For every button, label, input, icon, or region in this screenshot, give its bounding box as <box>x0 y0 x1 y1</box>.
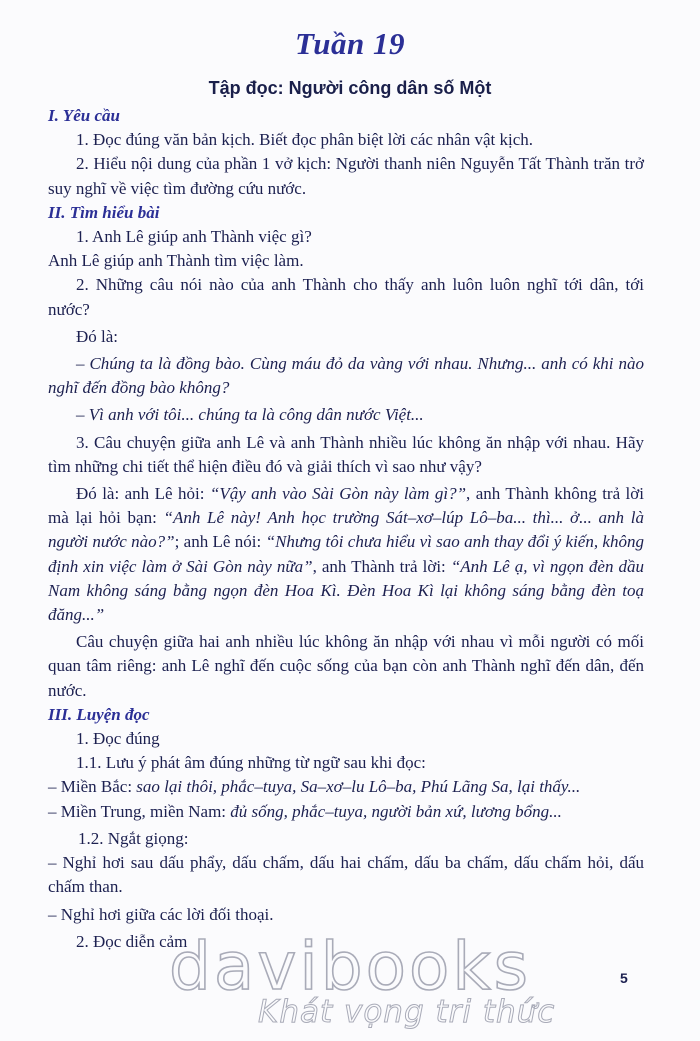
answer-3-quote-2: “Anh Lê này! Anh học trường Sát–xơ–lúp Lô–ba... thì... ở... anh là người nước nào?” <box>48 508 644 552</box>
answer-1: Anh Lê giúp anh Thành tìm việc làm. <box>48 251 304 271</box>
answer-3-quote-3: “Nhưng tôi chưa hiểu vì sao anh thay đổi ý kiến, không định xin việc làm ở Sài Gòn này nữa” <box>48 532 644 576</box>
answer-3-text-1: Đó là: anh Lê hỏi: <box>76 484 210 504</box>
answer-3-quote-4: “Anh Lê ạ, vì ngọn đèn dầu Nam không sáng bằng ngọn đèn Hoa Kì. Đèn Hoa Kì lại không sáng bằng đèn toạ đăng...” <box>48 556 645 625</box>
requirement-1: 1. Đọc đúng văn bản kịch. Biết đọc phân biệt lời các nhân vật kịch. <box>76 130 533 150</box>
question-3: 3. Câu chuyện giữa anh Lê và anh Thành nhiều lúc không ăn nhập với nhau. Hãy tìm những chi tiết thể hiện điều đó và giải thích vì sao như vậy? <box>48 432 644 476</box>
section-heading-reading-practice: III. Luyện đọc <box>48 704 150 724</box>
page-content <box>48 104 644 954</box>
pause-rule-1: – Nghỉ hơi sau dấu phẩy, dấu chấm, dấu hai chấm, dấu ba chấm, dấu chấm hỏi, dấu chấm than. <box>48 853 644 897</box>
section-heading-comprehension: II. Tìm hiểu bài <box>48 202 160 222</box>
section-heading-requirements: I. Yêu cầu <box>48 106 120 125</box>
pause-rule-2: – Nghỉ hơi giữa các lời đối thoại. <box>48 904 274 924</box>
practice-item-2: 2. Đọc diễn cảm <box>76 931 188 951</box>
south-words: đủ sống, phắc–tuya, người bản xứ, lương bổng... <box>230 801 562 821</box>
answer-3-text-3: ; anh Lê nói: <box>174 532 266 552</box>
answer-3-quote-1: “Vậy anh vào Sài Gòn này làm gì?” <box>209 484 467 504</box>
brand-logo: davibooks <box>169 928 531 1005</box>
practice-item-1-2: 1.2. Ngắt giọng: <box>78 828 189 848</box>
answer-3-text-4: , anh Thành trả lời: <box>312 556 451 576</box>
practice-item-1-1: 1.1. Lưu ý phát âm đúng những từ ngữ sau khi đọc: <box>76 753 426 773</box>
north-words: sao lại thôi, phắc–tuya, Sa–xơ–lu Lô–ba, Phú Lãng Sa, lại thấy... <box>136 777 581 797</box>
requirement-2: 2. Hiểu nội dung của phần 1 vở kịch: Người thanh niên Nguyễn Tất Thành trăn trở suy nghĩ về việc tìm đường cứu nước. <box>48 154 644 198</box>
answer-2-quote-2: – Vì anh với tôi... chúng ta là công dân nước Việt... <box>76 405 424 425</box>
question-1: 1. Anh Lê giúp anh Thành việc gì? <box>76 227 312 247</box>
answer-2-quote-1: – Chúng ta là đồng bào. Cùng máu đỏ da vàng với nhau. Nhưng... anh có khi nào nghĩ đến đồng bào không? <box>48 354 644 398</box>
week-title: Tuần 19 <box>294 26 406 61</box>
pronunciation-south <box>48 800 644 824</box>
pronunciation-north <box>48 775 644 799</box>
lesson-title: Tập đọc: Người công dân số Một <box>208 78 492 98</box>
brand-tagline: Khát vọng tri thức <box>258 994 556 1030</box>
south-label: – Miền Trung, miền Nam: <box>48 801 231 821</box>
practice-item-1: 1. Đọc đúng <box>76 729 160 749</box>
north-label: – Miền Bắc: <box>48 777 137 797</box>
answer-2-intro: Đó là: <box>76 326 119 346</box>
answer-3-explanation: Câu chuyện giữa hai anh nhiều lúc không ăn nhập với nhau vì mỗi người có mối quan tâm riêng: anh Lê nghĩ đến cuộc sống của bạn còn anh Thành nghĩ đến dân, đến nước. <box>48 632 644 700</box>
question-2: 2. Những câu nói nào của anh Thành cho thấy anh luôn luôn nghĩ tới dân, tới nước? <box>48 275 644 319</box>
page-number: 5 <box>620 970 628 986</box>
answer-3 <box>48 482 644 627</box>
answer-3-text-2: , anh Thành không trả lời mà lại hỏi bạn: <box>48 484 644 528</box>
